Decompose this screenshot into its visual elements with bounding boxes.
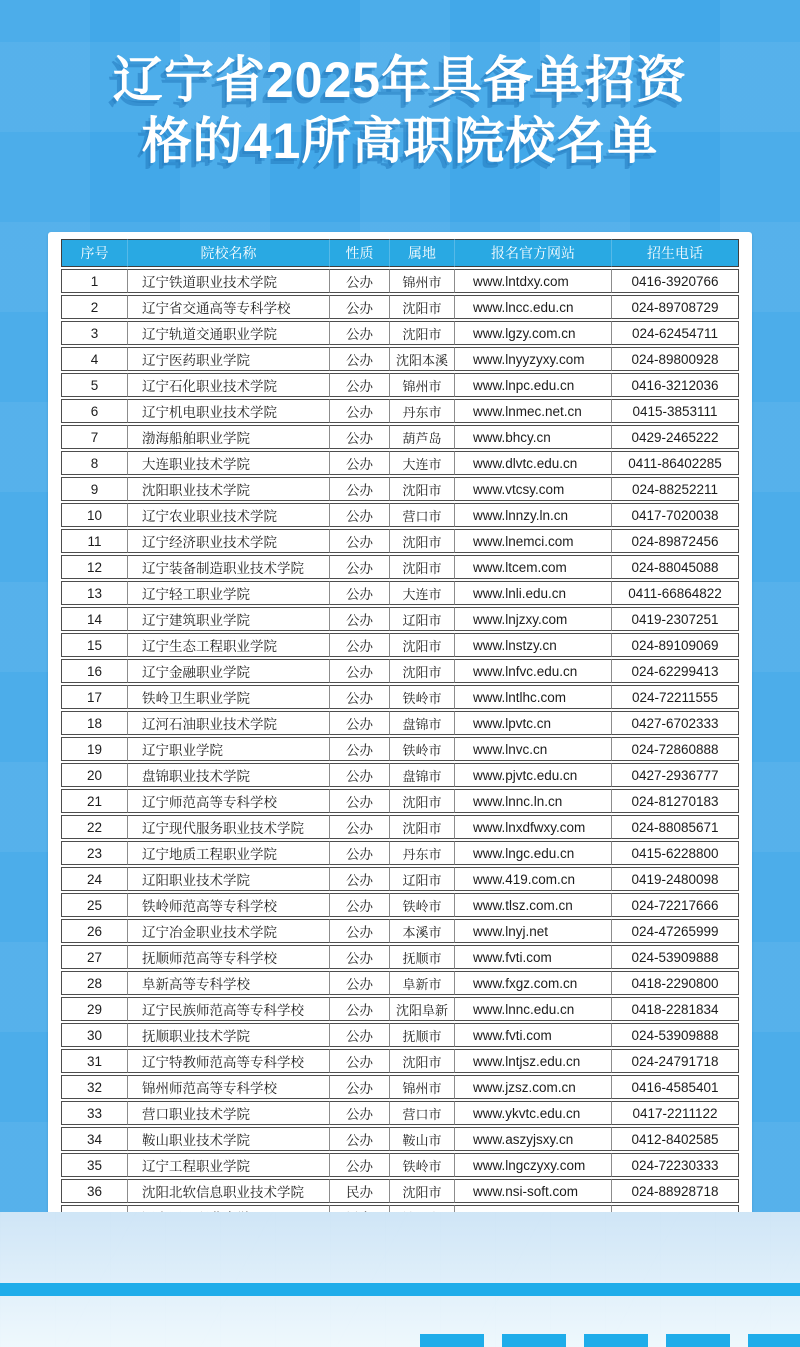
cell-index: 29 — [61, 997, 127, 1021]
cell-school-name: 辽宁轻工职业学院 — [127, 581, 329, 605]
cell-phone: 0415-6228800 — [611, 841, 739, 865]
cell-location: 辽阳市 — [389, 867, 454, 891]
table-row — [61, 399, 739, 423]
cell-ownership: 公办 — [329, 893, 389, 917]
cell-ownership: 公办 — [329, 867, 389, 891]
header-phone: 招生电话 — [611, 239, 739, 267]
cell-location: 盘锦市 — [389, 763, 454, 787]
cell-ownership: 公办 — [329, 997, 389, 1021]
cell-phone: 024-24791718 — [611, 1049, 739, 1073]
cell-website: www.ltcem.com — [454, 555, 611, 579]
cell-phone: 0416-3212036 — [611, 373, 739, 397]
cell-phone: 024-88045088 — [611, 555, 739, 579]
table-body — [61, 269, 739, 1333]
cell-ownership: 公办 — [329, 321, 389, 345]
table-row — [61, 893, 739, 917]
table-row — [61, 373, 739, 397]
cell-website: www.lntlhc.com — [454, 685, 611, 709]
cell-index: 19 — [61, 737, 127, 761]
table-row — [61, 789, 739, 813]
page-title-line-2: 格的41所高职院校名单 — [141, 113, 659, 169]
table-row — [61, 841, 739, 865]
cell-ownership: 公办 — [329, 1049, 389, 1073]
table-row — [61, 555, 739, 579]
cell-ownership: 公办 — [329, 633, 389, 657]
cell-website: www.tlsz.com.cn — [454, 893, 611, 917]
cell-location: 沈阳市 — [389, 659, 454, 683]
cell-school-name: 辽宁生态工程职业学院 — [127, 633, 329, 657]
cell-school-name: 锦州师范高等专科学校 — [127, 1075, 329, 1099]
cell-school-name: 辽宁石化职业技术学院 — [127, 373, 329, 397]
table-row — [61, 503, 739, 527]
cell-location: 本溪市 — [389, 919, 454, 943]
cell-location: 铁岭市 — [389, 685, 454, 709]
cell-ownership: 公办 — [329, 711, 389, 735]
cell-phone: 0427-6702333 — [611, 711, 739, 735]
cell-ownership: 公办 — [329, 607, 389, 631]
cell-location: 盘锦市 — [389, 711, 454, 735]
cell-phone: 024-72217666 — [611, 893, 739, 917]
cell-index: 21 — [61, 789, 127, 813]
cell-index: 23 — [61, 841, 127, 865]
cell-website: www.lnmec.net.cn — [454, 399, 611, 423]
cell-school-name: 辽宁经济职业技术学院 — [127, 529, 329, 553]
cell-ownership: 公办 — [329, 451, 389, 475]
cell-phone: 024-53909888 — [611, 1023, 739, 1047]
cell-ownership: 公办 — [329, 945, 389, 969]
cell-website: www.dlvtc.edu.cn — [454, 451, 611, 475]
cell-index: 31 — [61, 1049, 127, 1073]
cell-website: www.lntjsz.edu.cn — [454, 1049, 611, 1073]
cell-phone: 024-62299413 — [611, 659, 739, 683]
table-row — [61, 685, 739, 709]
cell-location: 辽阳市 — [389, 607, 454, 631]
cell-website: www.ykvtc.edu.cn — [454, 1101, 611, 1125]
cell-website: www.lnli.edu.cn — [454, 581, 611, 605]
cell-phone: 0429-2465222 — [611, 425, 739, 449]
cell-location: 铁岭市 — [389, 893, 454, 917]
cell-school-name: 铁岭卫生职业学院 — [127, 685, 329, 709]
cell-phone: 024-62454711 — [611, 321, 739, 345]
cell-location: 大连市 — [389, 581, 454, 605]
cell-website: www.lnnc.edu.cn — [454, 997, 611, 1021]
cell-ownership: 公办 — [329, 659, 389, 683]
cell-school-name: 沈阳职业技术学院 — [127, 477, 329, 501]
cell-location: 沈阳阜新 — [389, 997, 454, 1021]
cell-location: 沈阳市 — [389, 477, 454, 501]
cell-ownership: 公办 — [329, 529, 389, 553]
cell-location: 沈阳市 — [389, 789, 454, 813]
colleges-table — [61, 237, 739, 1335]
table-row — [61, 1179, 739, 1203]
cell-index: 14 — [61, 607, 127, 631]
cell-school-name: 盘锦职业技术学院 — [127, 763, 329, 787]
cell-index: 13 — [61, 581, 127, 605]
footer-dashed-line — [420, 1334, 800, 1347]
cell-location: 沈阳市 — [389, 1049, 454, 1073]
table-row — [61, 633, 739, 657]
cell-index: 10 — [61, 503, 127, 527]
cell-phone: 0417-2211122 — [611, 1101, 739, 1125]
cell-location: 沈阳市 — [389, 1179, 454, 1203]
cell-school-name: 辽宁建筑职业学院 — [127, 607, 329, 631]
cell-school-name: 辽宁民族师范高等专科学校 — [127, 997, 329, 1021]
table-card — [48, 232, 752, 1343]
cell-index: 15 — [61, 633, 127, 657]
cell-school-name: 辽宁装备制造职业技术学院 — [127, 555, 329, 579]
cell-phone: 024-47265999 — [611, 919, 739, 943]
cell-school-name: 辽宁省交通高等专科学校 — [127, 295, 329, 319]
header-website: 报名官方网站 — [454, 239, 611, 267]
cell-phone: 0416-3920766 — [611, 269, 739, 293]
cell-location: 锦州市 — [389, 1075, 454, 1099]
cell-school-name: 辽宁金融职业学院 — [127, 659, 329, 683]
cell-ownership: 公办 — [329, 971, 389, 995]
cell-school-name: 辽宁医药职业学院 — [127, 347, 329, 371]
table-row — [61, 295, 739, 319]
cell-index: 24 — [61, 867, 127, 891]
cell-location: 营口市 — [389, 1101, 454, 1125]
table-row — [61, 269, 739, 293]
cell-ownership: 公办 — [329, 685, 389, 709]
cell-website: www.lnemci.com — [454, 529, 611, 553]
cell-index: 25 — [61, 893, 127, 917]
cell-ownership: 公办 — [329, 503, 389, 527]
cell-index: 17 — [61, 685, 127, 709]
page-title — [0, 0, 800, 172]
cell-location: 沈阳市 — [389, 815, 454, 839]
cell-school-name: 渤海船舶职业学院 — [127, 425, 329, 449]
cell-school-name: 大连职业技术学院 — [127, 451, 329, 475]
cell-ownership: 公办 — [329, 555, 389, 579]
table-row — [61, 1023, 739, 1047]
cell-phone: 0418-2281834 — [611, 997, 739, 1021]
cell-ownership: 公办 — [329, 347, 389, 371]
cell-index: 6 — [61, 399, 127, 423]
cell-phone: 024-89872456 — [611, 529, 739, 553]
cell-index: 22 — [61, 815, 127, 839]
cell-website: www.bhcy.cn — [454, 425, 611, 449]
cell-website: www.lngc.edu.cn — [454, 841, 611, 865]
cell-website: www.lnnzy.ln.cn — [454, 503, 611, 527]
cell-school-name: 辽宁工程职业学院 — [127, 1153, 329, 1177]
dash-segment — [502, 1334, 566, 1347]
cell-index: 9 — [61, 477, 127, 501]
cell-location: 大连市 — [389, 451, 454, 475]
header-ownership: 性质 — [329, 239, 389, 267]
cell-website: www.nsi-soft.com — [454, 1179, 611, 1203]
cell-index: 32 — [61, 1075, 127, 1099]
table-row — [61, 451, 739, 475]
cell-ownership: 公办 — [329, 269, 389, 293]
cell-ownership: 公办 — [329, 581, 389, 605]
cell-phone: 0419-2307251 — [611, 607, 739, 631]
cell-school-name: 辽宁特教师范高等专科学校 — [127, 1049, 329, 1073]
cell-phone: 024-88252211 — [611, 477, 739, 501]
cell-website: www.lncc.edu.cn — [454, 295, 611, 319]
cell-ownership: 公办 — [329, 425, 389, 449]
cell-location: 鞍山市 — [389, 1127, 454, 1151]
cell-ownership: 公办 — [329, 763, 389, 787]
cell-location: 铁岭市 — [389, 737, 454, 761]
table-row — [61, 1127, 739, 1151]
cell-index: 4 — [61, 347, 127, 371]
cell-website: www.pjvtc.edu.cn — [454, 763, 611, 787]
cell-school-name: 鞍山职业技术学院 — [127, 1127, 329, 1151]
table-row — [61, 1049, 739, 1073]
footer-blue-stripe — [0, 1283, 800, 1296]
dash-segment — [420, 1334, 484, 1347]
cell-website: www.lnxdfwxy.com — [454, 815, 611, 839]
table-row — [61, 945, 739, 969]
cell-index: 27 — [61, 945, 127, 969]
cell-location: 营口市 — [389, 503, 454, 527]
cell-phone: 024-88085671 — [611, 815, 739, 839]
cell-ownership: 公办 — [329, 373, 389, 397]
table-row — [61, 347, 739, 371]
cell-index: 30 — [61, 1023, 127, 1047]
cell-phone: 0412-8402585 — [611, 1127, 739, 1151]
table-row — [61, 321, 739, 345]
table-row — [61, 1075, 739, 1099]
cell-ownership: 公办 — [329, 919, 389, 943]
table-row — [61, 607, 739, 631]
cell-ownership: 公办 — [329, 841, 389, 865]
cell-school-name: 营口职业技术学院 — [127, 1101, 329, 1125]
cell-location: 抚顺市 — [389, 945, 454, 969]
cell-index: 28 — [61, 971, 127, 995]
cell-location: 沈阳市 — [389, 321, 454, 345]
header-index: 序号 — [61, 239, 127, 267]
cell-website: www.lngczyxy.com — [454, 1153, 611, 1177]
cell-phone: 0419-2480098 — [611, 867, 739, 891]
cell-index: 12 — [61, 555, 127, 579]
cell-phone: 024-89708729 — [611, 295, 739, 319]
cell-index: 18 — [61, 711, 127, 735]
cell-school-name: 辽宁铁道职业技术学院 — [127, 269, 329, 293]
cell-ownership: 公办 — [329, 477, 389, 501]
cell-index: 36 — [61, 1179, 127, 1203]
cell-website: www.lnjzxy.com — [454, 607, 611, 631]
cell-website: www.fvti.com — [454, 1023, 611, 1047]
cell-location: 阜新市 — [389, 971, 454, 995]
table-row — [61, 1101, 739, 1125]
dash-segment — [584, 1334, 648, 1347]
cell-website: www.lnvc.cn — [454, 737, 611, 761]
cell-ownership: 公办 — [329, 295, 389, 319]
page-title-line-1: 辽宁省2025年具备单招资 — [112, 52, 688, 108]
table-row — [61, 737, 739, 761]
footer-background — [0, 1212, 800, 1347]
cell-phone: 024-81270183 — [611, 789, 739, 813]
cell-index: 8 — [61, 451, 127, 475]
cell-phone: 024-72230333 — [611, 1153, 739, 1177]
cell-school-name: 辽宁地质工程职业学院 — [127, 841, 329, 865]
cell-website: www.lnnc.ln.cn — [454, 789, 611, 813]
cell-ownership: 公办 — [329, 1153, 389, 1177]
table-row — [61, 971, 739, 995]
dash-segment — [748, 1334, 800, 1347]
cell-location: 沈阳本溪 — [389, 347, 454, 371]
cell-school-name: 辽宁轨道交通职业学院 — [127, 321, 329, 345]
cell-website: www.lgzy.com.cn — [454, 321, 611, 345]
cell-index: 11 — [61, 529, 127, 553]
cell-school-name: 辽河石油职业技术学院 — [127, 711, 329, 735]
table-row — [61, 659, 739, 683]
cell-phone: 0417-7020038 — [611, 503, 739, 527]
cell-website: www.jzsz.com.cn — [454, 1075, 611, 1099]
cell-school-name: 阜新高等专科学校 — [127, 971, 329, 995]
cell-ownership: 公办 — [329, 815, 389, 839]
table-row — [61, 815, 739, 839]
cell-ownership: 民办 — [329, 1179, 389, 1203]
cell-website: www.lnpc.edu.cn — [454, 373, 611, 397]
cell-location: 锦州市 — [389, 269, 454, 293]
cell-index: 35 — [61, 1153, 127, 1177]
table-row — [61, 529, 739, 553]
cell-location: 沈阳市 — [389, 295, 454, 319]
cell-phone: 024-72860888 — [611, 737, 739, 761]
cell-ownership: 公办 — [329, 737, 389, 761]
cell-location: 葫芦岛 — [389, 425, 454, 449]
cell-school-name: 铁岭师范高等专科学校 — [127, 893, 329, 917]
cell-location: 丹东市 — [389, 841, 454, 865]
cell-ownership: 公办 — [329, 1023, 389, 1047]
cell-school-name: 辽宁现代服务职业技术学院 — [127, 815, 329, 839]
cell-phone: 024-53909888 — [611, 945, 739, 969]
cell-index: 3 — [61, 321, 127, 345]
cell-website: www.fxgz.com.cn — [454, 971, 611, 995]
cell-website: www.fvti.com — [454, 945, 611, 969]
table-row — [61, 997, 739, 1021]
cell-school-name: 抚顺师范高等专科学校 — [127, 945, 329, 969]
dash-segment — [666, 1334, 730, 1347]
cell-school-name: 辽宁师范高等专科学校 — [127, 789, 329, 813]
cell-location: 沈阳市 — [389, 529, 454, 553]
cell-location: 锦州市 — [389, 373, 454, 397]
table-row — [61, 919, 739, 943]
cell-index: 20 — [61, 763, 127, 787]
cell-phone: 024-88928718 — [611, 1179, 739, 1203]
cell-phone: 0415-3853111 — [611, 399, 739, 423]
cell-ownership: 公办 — [329, 1127, 389, 1151]
cell-ownership: 公办 — [329, 399, 389, 423]
cell-phone: 0418-2290800 — [611, 971, 739, 995]
table-row — [61, 425, 739, 449]
cell-phone: 024-72211555 — [611, 685, 739, 709]
cell-phone: 024-89109069 — [611, 633, 739, 657]
cell-phone: 024-89800928 — [611, 347, 739, 371]
cell-website: www.lpvtc.cn — [454, 711, 611, 735]
cell-index: 26 — [61, 919, 127, 943]
cell-website: www.lnstzy.cn — [454, 633, 611, 657]
table-row — [61, 581, 739, 605]
cell-location: 沈阳市 — [389, 555, 454, 579]
table-header-row — [61, 239, 739, 267]
cell-school-name: 沈阳北软信息职业技术学院 — [127, 1179, 329, 1203]
cell-phone: 0427-2936777 — [611, 763, 739, 787]
cell-phone: 0411-66864822 — [611, 581, 739, 605]
header-location: 属地 — [389, 239, 454, 267]
cell-school-name: 辽宁职业学院 — [127, 737, 329, 761]
cell-school-name: 辽宁农业职业技术学院 — [127, 503, 329, 527]
cell-school-name: 辽阳职业技术学院 — [127, 867, 329, 891]
cell-website: www.vtcsy.com — [454, 477, 611, 501]
cell-school-name: 辽宁机电职业技术学院 — [127, 399, 329, 423]
cell-ownership: 公办 — [329, 789, 389, 813]
cell-website: www.aszyjsxy.cn — [454, 1127, 611, 1151]
cell-index: 7 — [61, 425, 127, 449]
cell-website: www.419.com.cn — [454, 867, 611, 891]
cell-website: www.lntdxy.com — [454, 269, 611, 293]
table-row — [61, 711, 739, 735]
cell-ownership: 公办 — [329, 1101, 389, 1125]
cell-index: 5 — [61, 373, 127, 397]
table-row — [61, 477, 739, 501]
cell-website: www.lnyyzyxy.com — [454, 347, 611, 371]
header-school-name: 院校名称 — [127, 239, 329, 267]
cell-index: 16 — [61, 659, 127, 683]
cell-index: 2 — [61, 295, 127, 319]
cell-website: www.lnfvc.edu.cn — [454, 659, 611, 683]
cell-index: 33 — [61, 1101, 127, 1125]
cell-phone: 0416-4585401 — [611, 1075, 739, 1099]
table-row — [61, 1153, 739, 1177]
cell-location: 丹东市 — [389, 399, 454, 423]
cell-school-name: 辽宁冶金职业技术学院 — [127, 919, 329, 943]
table-row — [61, 763, 739, 787]
cell-index: 34 — [61, 1127, 127, 1151]
cell-ownership: 公办 — [329, 1075, 389, 1099]
table-row — [61, 867, 739, 891]
cell-location: 沈阳市 — [389, 633, 454, 657]
cell-website: www.lnyj.net — [454, 919, 611, 943]
cell-location: 铁岭市 — [389, 1153, 454, 1177]
cell-school-name: 抚顺职业技术学院 — [127, 1023, 329, 1047]
cell-location: 抚顺市 — [389, 1023, 454, 1047]
cell-phone: 0411-86402285 — [611, 451, 739, 475]
cell-index: 1 — [61, 269, 127, 293]
